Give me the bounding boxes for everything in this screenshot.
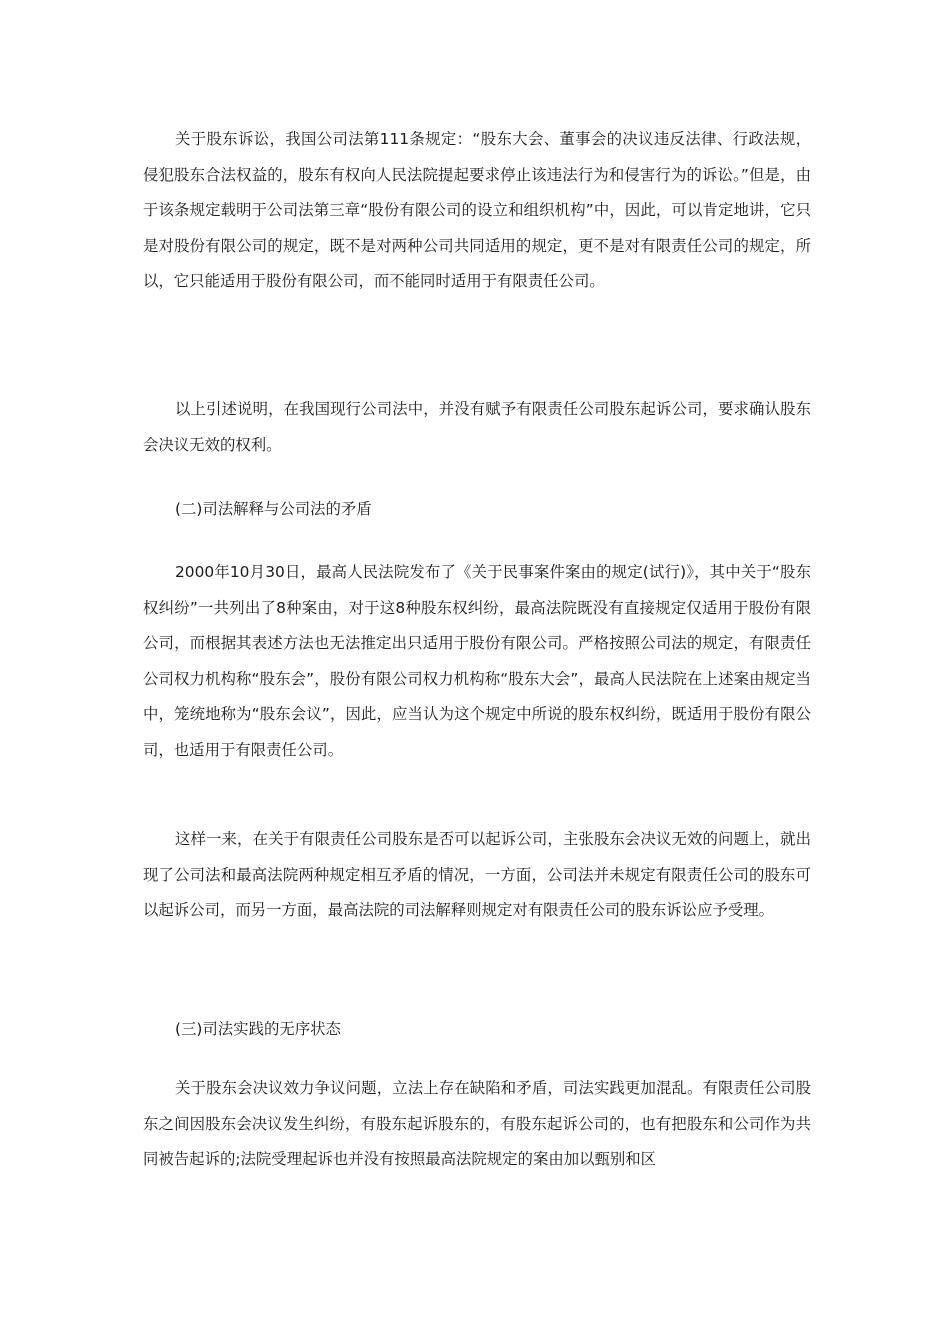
paragraph-contradiction: 这样一来，在关于有限责任公司股东是否可以起诉公司，主张股东会决议无效的问题上，就出现了公司法和最高法院两种规定相互矛盾的情况，一方面，公司法并未规定有限责任公司的股东可以起诉公司，而另一方面，最高法院的司法解释则规定对有限责任公司的股东诉讼应予受理。	[143, 830, 811, 919]
paragraph-shareholder-litigation: 关于股东诉讼，我国公司法第111条规定：“股东大会、董事会的决议违反法律、行政法规，侵犯股东合法权益的，股东有权向人民法院提起要求停止该违法行为和侵害行为的诉讼。”但是，由于该条规定载明于公司法第三章“股份有限公司的设立和组织机构”中，因此，可以肯定地讲，它只是对股份有限公司的规定，既不是对两种公司共同适用的规定，更不是对有限责任公司的规定，所以，它只能适用于股份有限公司，而不能同时适用于有限责任公司。	[143, 130, 811, 290]
paragraph-summary: 以上引述说明，在我国现行公司法中，并没有赋予有限责任公司股东起诉公司，要求确认股东会决议无效的权利。	[143, 400, 811, 454]
paragraph-judicial-interpretation: 2000年10月30日，最高人民法院发布了《关于民事案件案由的规定(试行)》，其中关于“股东权纠纷”一共列出了8种案由，对于这8种股东权纠纷，最高法院既没有直接规定仅适用于股份有限公司，而根据其表述方法也无法推定出只适用于股份有限公司。严格按照公司法的规定，有限责任公司权力机构称“股东会”，股份有限公司权力机构称“股东大会”，最高人民法院在上述案由规定当中，笼统地称为“股东会议”，因此，应当认为这个规定中所说的股东权纠纷，既适用于股份有限公司，也适用于有限责任公司。	[143, 563, 811, 759]
section-heading-2: (二)司法解释与公司法的矛盾	[175, 500, 372, 518]
section-heading-3: (三)司法实践的无序状态	[175, 1020, 341, 1038]
paragraph-judicial-practice: 关于股东会决议效力争议问题，立法上存在缺陷和矛盾，司法实践更加混乱。有限责任公司股东之间因股东会决议发生纠纷，有股东起诉股东的，有股东起诉公司的，也有把股东和公司作为共同被告起诉的;法院受理起诉也并没有按照最高法院规定的案由加以甄别和区	[143, 1079, 811, 1168]
